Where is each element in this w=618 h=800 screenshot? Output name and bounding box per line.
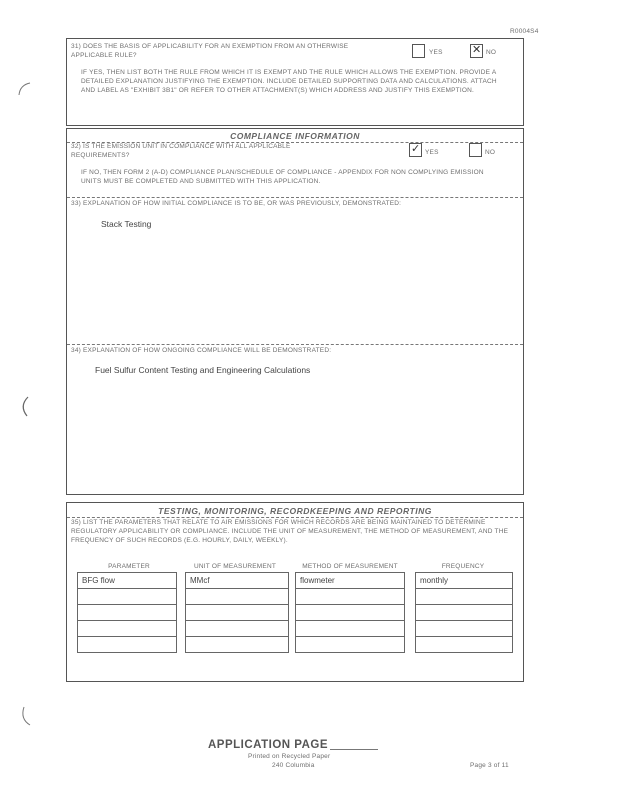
footer-form-number: 240 Columbia xyxy=(272,762,315,769)
col-method: METHOD OF MEASUREMENT xyxy=(302,563,398,570)
binder-mark-middle xyxy=(14,395,34,419)
cell-empty[interactable] xyxy=(416,621,513,637)
q34-answer[interactable]: Fuel Sulfur Content Testing and Engineering Calculations xyxy=(95,365,311,375)
frequency-column-table xyxy=(415,572,513,653)
table-row xyxy=(416,605,513,621)
divider xyxy=(67,517,523,518)
testing-title: TESTING, MONITORING, RECORDKEEPING AND REPORTING xyxy=(158,506,432,516)
footer-title: APPLICATION PAGE xyxy=(208,739,329,751)
table-row xyxy=(78,589,177,605)
q33-answer[interactable]: Stack Testing xyxy=(101,219,152,229)
table-row xyxy=(78,621,177,637)
method-column-table xyxy=(295,572,405,653)
divider xyxy=(67,344,523,345)
q34-label: 34) EXPLANATION OF HOW ONGOING COMPLIANCE WILL BE DEMONSTRATED: xyxy=(71,347,332,354)
cell-empty[interactable] xyxy=(186,637,289,653)
table-row xyxy=(78,605,177,621)
q31-question: 31) DOES THE BASIS OF APPLICABILITY FOR AN EXEMPTION FROM AN OTHERWISE APPLICABLE RULE? xyxy=(71,43,349,59)
form-id: R0004S4 xyxy=(510,28,539,35)
table-row xyxy=(296,605,405,621)
section-testing xyxy=(66,502,524,682)
section-exemption xyxy=(66,38,524,126)
q32-no-label: NO xyxy=(485,149,496,156)
cell-empty[interactable] xyxy=(186,605,289,621)
table-row xyxy=(296,621,405,637)
footer-title-line xyxy=(330,749,378,750)
table-row xyxy=(416,589,513,605)
col-parameter: PARAMETER xyxy=(108,563,150,570)
q32-instructions: IF NO, THEN FORM 2 (A-D) COMPLIANCE PLAN/SCHEDULE OF COMPLIANCE - APPENDIX FOR NON COMPLYING EMISSION UNITS MUST BE COMPLETED AND SUBMITTED WITH THIS APPLICATION. xyxy=(81,169,484,185)
cell-method-1[interactable]: flowmeter xyxy=(296,573,405,589)
table-row xyxy=(186,621,289,637)
table-row xyxy=(186,605,289,621)
parameter-column-table xyxy=(77,572,177,653)
cell-empty[interactable] xyxy=(78,621,177,637)
table-row xyxy=(416,573,513,589)
cell-empty[interactable] xyxy=(416,605,513,621)
table-row xyxy=(186,637,289,653)
cell-frequency-1[interactable]: monthly xyxy=(416,573,513,589)
col-frequency: FREQUENCY xyxy=(441,563,485,570)
section-compliance xyxy=(66,128,524,495)
cell-parameter-1[interactable]: BFG flow xyxy=(78,573,177,589)
cell-empty[interactable] xyxy=(296,605,405,621)
binder-mark-top xyxy=(14,80,34,100)
q31-no-label: NO xyxy=(486,49,497,56)
q31-yes-label: YES xyxy=(429,49,443,56)
cell-empty[interactable] xyxy=(78,637,177,653)
q32-yes-label: YES xyxy=(425,149,439,156)
q32-yes-check-mark: ✓ xyxy=(411,143,421,155)
compliance-title: COMPLIANCE INFORMATION xyxy=(230,131,360,141)
table-row xyxy=(186,589,289,605)
cell-unit-1[interactable]: MMcf xyxy=(186,573,289,589)
q32-no-checkbox[interactable] xyxy=(469,143,482,157)
unit-column-table xyxy=(185,572,289,653)
cell-empty[interactable] xyxy=(416,589,513,605)
cell-empty[interactable] xyxy=(416,637,513,653)
footer-page-number: Page 3 of 11 xyxy=(470,762,509,769)
q32-question: 32) IS THE EMISSION UNIT IN COMPLIANCE WITH ALL APPLICABLE REQUIREMENTS? xyxy=(71,143,291,159)
table-row xyxy=(296,589,405,605)
cell-empty[interactable] xyxy=(296,589,405,605)
table-row xyxy=(296,573,405,589)
cell-empty[interactable] xyxy=(186,589,289,605)
q31-no-check-mark: ✕ xyxy=(472,44,482,56)
q31-yes-checkbox[interactable] xyxy=(412,44,425,58)
cell-empty[interactable] xyxy=(296,621,405,637)
footer-recycled: Printed on Recycled Paper xyxy=(248,753,331,760)
cell-empty[interactable] xyxy=(78,589,177,605)
q31-instructions: IF YES, THEN LIST BOTH THE RULE FROM WHICH IT IS EXEMPT AND THE RULE WHICH ALLOWS THE EXEMPTION. PROVIDE A DETAILED EXPLANATION JUSTIFYING THE EXEMPTION. INCLUDE DETAILED SUPPORTING DATA AND CALCULATIONS. ATTACH AND LABEL AS "EXHIBIT 3B1" OR REFER TO OTHER ATTACHMENT(S) WHICH ADDRESS AND JUSTIFY THIS EXEMPTION. xyxy=(81,69,497,94)
table-row xyxy=(78,573,177,589)
cell-empty[interactable] xyxy=(78,605,177,621)
q33-label: 33) EXPLANATION OF HOW INITIAL COMPLIANCE IS TO BE, OR WAS PREVIOUSLY, DEMONSTRATED: xyxy=(71,200,402,207)
table-row xyxy=(416,621,513,637)
binder-mark-bottom xyxy=(16,705,36,729)
table-row xyxy=(78,637,177,653)
table-row xyxy=(186,573,289,589)
q35-instructions: 35) LIST THE PARAMETERS THAT RELATE TO AIR EMISSIONS FOR WHICH RECORDS ARE BEING MAINTAINED TO DETERMINE REGULATORY APPLICABILITY OR COMPLIANCE. INCLUDE THE UNIT OF MEASUREMENT, THE METHOD OF MEASUREMENT, AND THE FREQUENCY OF SUCH RECORDS (E.G. HOURLY, DAILY, WEEKLY). xyxy=(71,519,509,544)
table-row xyxy=(296,637,405,653)
divider xyxy=(67,197,523,198)
cell-empty[interactable] xyxy=(296,637,405,653)
col-unit: UNIT OF MEASUREMENT xyxy=(193,563,277,570)
cell-empty[interactable] xyxy=(186,621,289,637)
table-row xyxy=(416,637,513,653)
